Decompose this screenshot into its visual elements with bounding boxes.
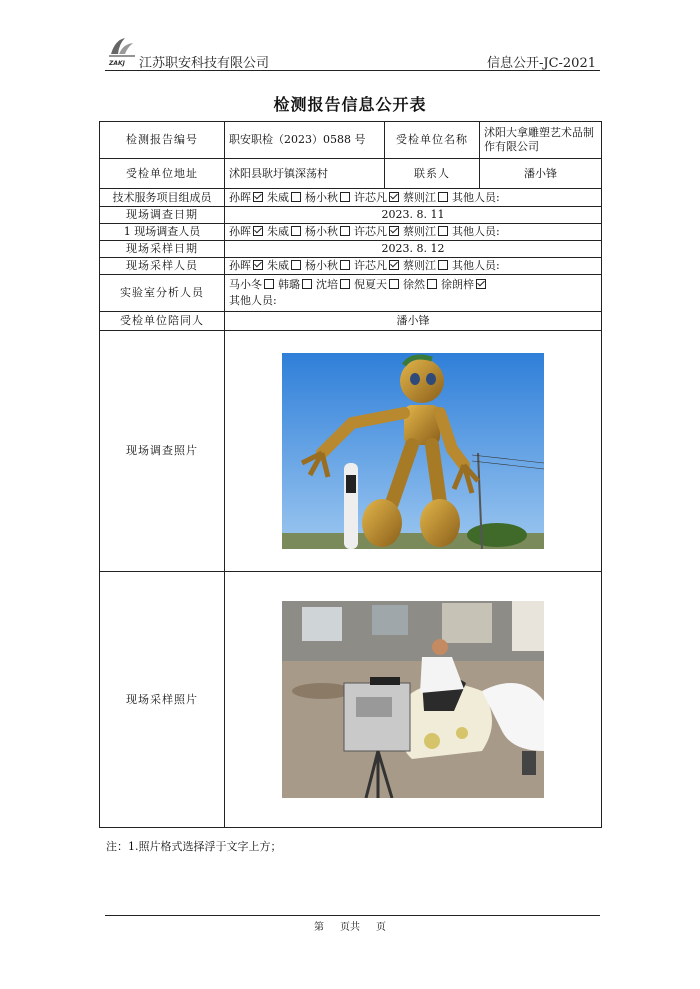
checkbox-name: 沈培 (316, 278, 338, 291)
contact-label: 联系人 (385, 159, 480, 189)
unchecked-box-icon[interactable] (438, 226, 448, 236)
survey-staff-label: 1 现场调查人员 (100, 224, 225, 241)
staff-checkbox-list (229, 225, 452, 238)
others-label: 其他人员: (452, 225, 500, 238)
table-row (100, 258, 602, 275)
checkbox-name: 孙晖 (229, 190, 251, 204)
table-row (100, 189, 602, 207)
unchecked-box-icon[interactable] (291, 260, 301, 270)
checkbox-name: 许芯凡 (354, 190, 387, 204)
staff-checkbox-list (229, 259, 452, 272)
table-row (100, 331, 602, 572)
company-logo (105, 34, 139, 70)
lab-checkbox-list (229, 278, 490, 291)
companion-value: 潘小锋 (225, 312, 602, 331)
sampling-date-label: 现场采样日期 (100, 241, 225, 258)
checkbox-name: 朱威 (267, 225, 289, 238)
footer-rule (105, 915, 600, 916)
sampling-photo-cell (225, 572, 602, 828)
unchecked-box-icon[interactable] (291, 192, 301, 202)
unit-name-label: 受检单位名称 (385, 122, 480, 159)
unchecked-box-icon[interactable] (340, 192, 350, 202)
table-row (100, 122, 602, 159)
unchecked-box-icon[interactable] (340, 260, 350, 270)
sampling-photo-label: 现场采样照片 (100, 572, 225, 828)
sampling-staff-label: 现场采样人员 (100, 258, 225, 275)
checked-box-icon[interactable] (389, 192, 399, 202)
others-label: 其他人员: (452, 259, 500, 272)
staff-checkbox-list (229, 191, 452, 204)
checkbox-name: 韩璐 (278, 278, 300, 291)
checked-box-icon[interactable] (389, 226, 399, 236)
table-row (100, 572, 602, 828)
checkbox-name: 孙晖 (229, 259, 251, 272)
company-name: 江苏职安科技有限公司 (139, 56, 270, 71)
lab-label: 实验室分析人员 (100, 275, 225, 312)
others-label: 其他人员: (452, 190, 500, 204)
table-row (100, 159, 602, 189)
survey-photo-label: 现场调查照片 (100, 331, 225, 572)
report-no-value: 职安职检（2023）0588 号 (225, 122, 385, 159)
table-row (100, 207, 602, 224)
team-members (225, 189, 602, 207)
unchecked-box-icon[interactable] (340, 226, 350, 236)
checkbox-name: 蔡则江 (403, 225, 436, 238)
address-label: 受检单位地址 (100, 159, 225, 189)
unchecked-box-icon[interactable] (340, 279, 350, 289)
page-end-label: 页 (376, 922, 386, 933)
table-row (100, 312, 602, 331)
checked-box-icon[interactable] (253, 192, 263, 202)
unchecked-box-icon[interactable] (438, 260, 448, 270)
document-code: 信息公开-JC-2021 (486, 56, 596, 71)
checkbox-name: 马小冬 (229, 278, 262, 291)
survey-staff (225, 224, 602, 241)
checked-box-icon[interactable] (253, 226, 263, 236)
page-header (105, 34, 600, 71)
checkbox-name: 孙晖 (229, 225, 251, 238)
checkbox-name: 徐然 (403, 278, 425, 291)
page-label: 第 (314, 922, 324, 933)
survey-photo (282, 353, 544, 549)
address-value: 沭阳县耿圩镇深荡村 (225, 159, 385, 189)
info-table (99, 121, 602, 828)
contact-value: 潘小锋 (480, 159, 602, 189)
unchecked-box-icon[interactable] (389, 279, 399, 289)
checkbox-name: 杨小秋 (305, 225, 338, 238)
unchecked-box-icon[interactable] (302, 279, 312, 289)
checked-box-icon[interactable] (476, 279, 486, 289)
companion-label: 受检单位陪同人 (100, 312, 225, 331)
table-row (100, 275, 602, 312)
report-no-label: 检测报告编号 (100, 122, 225, 159)
logo-text: ZAKJ (109, 60, 125, 67)
checkbox-name: 朱威 (267, 190, 289, 204)
checkbox-name: 倪夏天 (354, 278, 387, 291)
checkbox-name: 许芯凡 (354, 225, 387, 238)
footnote: 注：1.照片格式选择浮于文字上方； (106, 840, 282, 853)
checkbox-name: 蔡则江 (403, 259, 436, 272)
team-label: 技术服务项目组成员 (100, 189, 225, 207)
unchecked-box-icon[interactable] (264, 279, 274, 289)
checkbox-name: 朱威 (267, 259, 289, 272)
table-row (100, 224, 602, 241)
page-footer (0, 918, 700, 933)
page-mid-label: 页共 (340, 922, 360, 933)
survey-photo-cell (225, 331, 602, 572)
unit-name-value: 沭阳大拿雕塑艺术品制作有限公司 (480, 122, 602, 159)
others-label: 其他人员: (229, 294, 277, 307)
checkbox-name: 杨小秋 (305, 259, 338, 272)
sampling-staff (225, 258, 602, 275)
sampling-date-value: 2023. 8. 12 (225, 241, 602, 258)
checkbox-name: 徐朗梓 (441, 278, 474, 291)
checkbox-name: 蔡则江 (403, 190, 436, 204)
checkbox-name: 许芯凡 (354, 259, 387, 272)
sampling-photo (282, 601, 544, 798)
unchecked-box-icon[interactable] (438, 192, 448, 202)
checkbox-name: 杨小秋 (305, 190, 338, 204)
lab-staff (225, 275, 602, 312)
checked-box-icon[interactable] (389, 260, 399, 270)
unchecked-box-icon[interactable] (427, 279, 437, 289)
checked-box-icon[interactable] (253, 260, 263, 270)
unchecked-box-icon[interactable] (291, 226, 301, 236)
page-title: 检测报告信息公开表 (273, 95, 427, 114)
table-row (100, 241, 602, 258)
survey-date-label: 现场调查日期 (100, 207, 225, 224)
survey-date-value: 2023. 8. 11 (225, 207, 602, 224)
